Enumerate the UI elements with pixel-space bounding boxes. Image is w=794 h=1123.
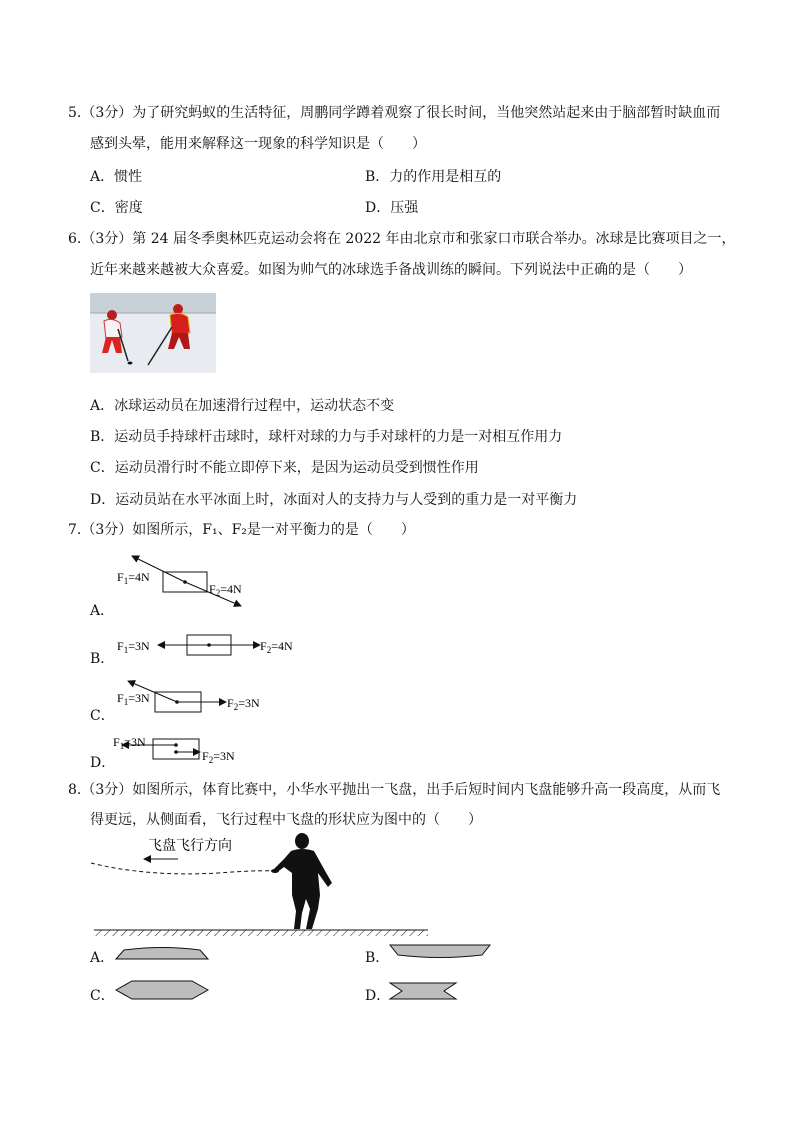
q7-label-d: D． [90, 755, 116, 771]
q8-label-a: A． [90, 950, 115, 966]
q5-option-a: A．惯性 [90, 169, 143, 185]
frisbee-scene-diagram [88, 833, 433, 939]
q5-option-d: D．压强 [365, 200, 419, 216]
q8-option-b-shape [388, 941, 492, 963]
q7-label-a: A． [90, 603, 115, 619]
q5-stem-line1: 5.（3分）为了研究蚂蚁的生活特征，周鹏同学蹲着观察了很长时间，当他突然站起来由于脑部暂时缺血而 [68, 105, 721, 121]
q8-label-c: C． [90, 988, 115, 1004]
q7d-f1-label: $F_1=3N$ [113, 735, 146, 751]
q8-label-d: D． [365, 988, 391, 1004]
q6-option-d: D．运动员站在水平冰面上时，冰面对人的支持力与人受到的重力是一对平衡力 [90, 492, 578, 508]
q8-option-d-shape [388, 980, 460, 1002]
ice-hockey-photo [90, 293, 216, 373]
flight-direction-label: 飞盘飞行方向 [148, 839, 232, 854]
q7-diagram-c [110, 678, 290, 718]
q7a-f1-label: $F_1=4N$ [117, 570, 150, 586]
q7c-f1-label: $F_1=3N$ [117, 691, 150, 707]
q8-stem-line1: 8.（3分）如图所示，体育比赛中，小华水平抛出一飞盘，出手后短时间内飞盘能够升高一段高度，从而飞 [68, 782, 721, 798]
q6-option-c: C．运动员滑行时不能立即停下来，是因为运动员受到惯性作用 [90, 460, 479, 476]
q5-option-b: B．力的作用是相互的 [365, 169, 502, 185]
q7c-f2-label: $F_2=3N$ [227, 696, 260, 712]
q8-stem-line2: 得更远，从侧面看，飞行过程中飞盘的形状应为图中的（ ） [90, 812, 482, 828]
q7-diagram-b [110, 632, 310, 660]
q7-label-c: C． [90, 708, 115, 724]
q8-label-b: B． [365, 950, 390, 966]
q6-stem-line2: 近年来越来越被大众喜爱。如图为帅气的冰球选手备战训练的瞬间。下列说法中正确的是（ ） [90, 262, 692, 278]
q7-label-b: B． [90, 651, 115, 667]
thrower-silhouette [274, 833, 332, 929]
q7b-f2-label: $F_2=4N$ [260, 639, 293, 655]
q5-stem-line2: 感到头晕，能用来解释这一现象的科学知识是（ ） [90, 136, 426, 152]
q7-diagram-d [110, 732, 260, 766]
q6-option-b: B．运动员手持球杆击球时，球杆对球的力与手对球杆的力是一对相互作用力 [90, 429, 563, 445]
q7b-f1-label: $F_1=3N$ [117, 639, 150, 655]
q6-stem-line1: 6.（3分）第 24 届冬季奥林匹克运动会将在 2022 年由北京市和张家口市联合举办。冰球是比赛项目之一， [68, 231, 736, 247]
q8-option-a-shape [114, 944, 210, 964]
q7d-f2-label: $F_2=3N$ [202, 749, 235, 765]
q7a-f2-label: $F_2=4N$ [209, 582, 242, 598]
q7-diagram-a [110, 552, 260, 610]
q6-option-a: A．冰球运动员在加速滑行过程中，运动状态不变 [90, 398, 395, 414]
q8-option-c-shape [114, 978, 210, 1002]
q5-option-c: C．密度 [90, 200, 143, 216]
q7-stem-line1: 7.（3分）如图所示，F₁、F₂是一对平衡力的是（ ） [68, 522, 415, 538]
